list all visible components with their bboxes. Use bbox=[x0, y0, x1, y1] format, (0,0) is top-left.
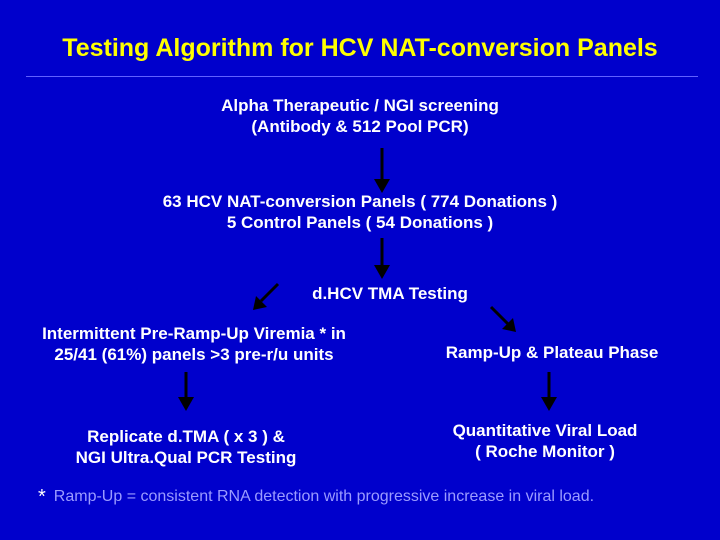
arrow-down-icon bbox=[176, 372, 196, 412]
screening-node bbox=[160, 95, 560, 137]
left-result-node bbox=[36, 426, 336, 468]
left-branch-line-1: Intermittent Pre-Ramp-Up Viremia * in bbox=[42, 324, 346, 343]
right-result-line-1: Quantitative Viral Load bbox=[452, 421, 638, 440]
screening-line-2: (Antibody & 512 Pool PCR) bbox=[251, 117, 469, 136]
tma-testing-label: d.HCV TMA Testing bbox=[312, 284, 468, 303]
arrow-down-icon bbox=[372, 148, 392, 194]
footnote-marker: * bbox=[38, 486, 46, 508]
left-branch-line-2: 25/41 (61%) panels >3 pre-r/u units bbox=[54, 345, 334, 364]
slide-title: Testing Algorithm for HCV NAT-conversion Panels bbox=[62, 34, 658, 62]
arrow-down-left-icon bbox=[250, 280, 284, 314]
right-branch-label: Ramp-Up & Plateau Phase bbox=[445, 343, 659, 362]
right-result-line-2: ( Roche Monitor ) bbox=[475, 442, 615, 461]
arrow-down-right-icon bbox=[486, 302, 520, 336]
arrow-down-icon bbox=[539, 372, 559, 412]
footnote bbox=[38, 486, 708, 509]
panels-node bbox=[110, 191, 610, 233]
right-result-node bbox=[405, 420, 685, 462]
right-branch-node bbox=[412, 342, 692, 363]
left-branch-node bbox=[8, 323, 380, 365]
left-result-line-2: NGI Ultra.Qual PCR Testing bbox=[75, 448, 297, 467]
tma-testing-node bbox=[290, 283, 490, 304]
left-result-line-1: Replicate d.TMA ( x 3 ) & bbox=[87, 427, 285, 446]
screening-line-1: Alpha Therapeutic / NGI screening bbox=[221, 96, 499, 115]
arrow-down-icon bbox=[372, 238, 392, 280]
panels-line-1: 63 HCV NAT-conversion Panels ( 774 Donations ) bbox=[162, 192, 558, 211]
footnote-text: Ramp-Up = consistent RNA detection with progressive increase in viral load. bbox=[53, 488, 595, 505]
panels-line-2: 5 Control Panels ( 54 Donations ) bbox=[226, 213, 494, 232]
title-divider bbox=[26, 76, 698, 77]
